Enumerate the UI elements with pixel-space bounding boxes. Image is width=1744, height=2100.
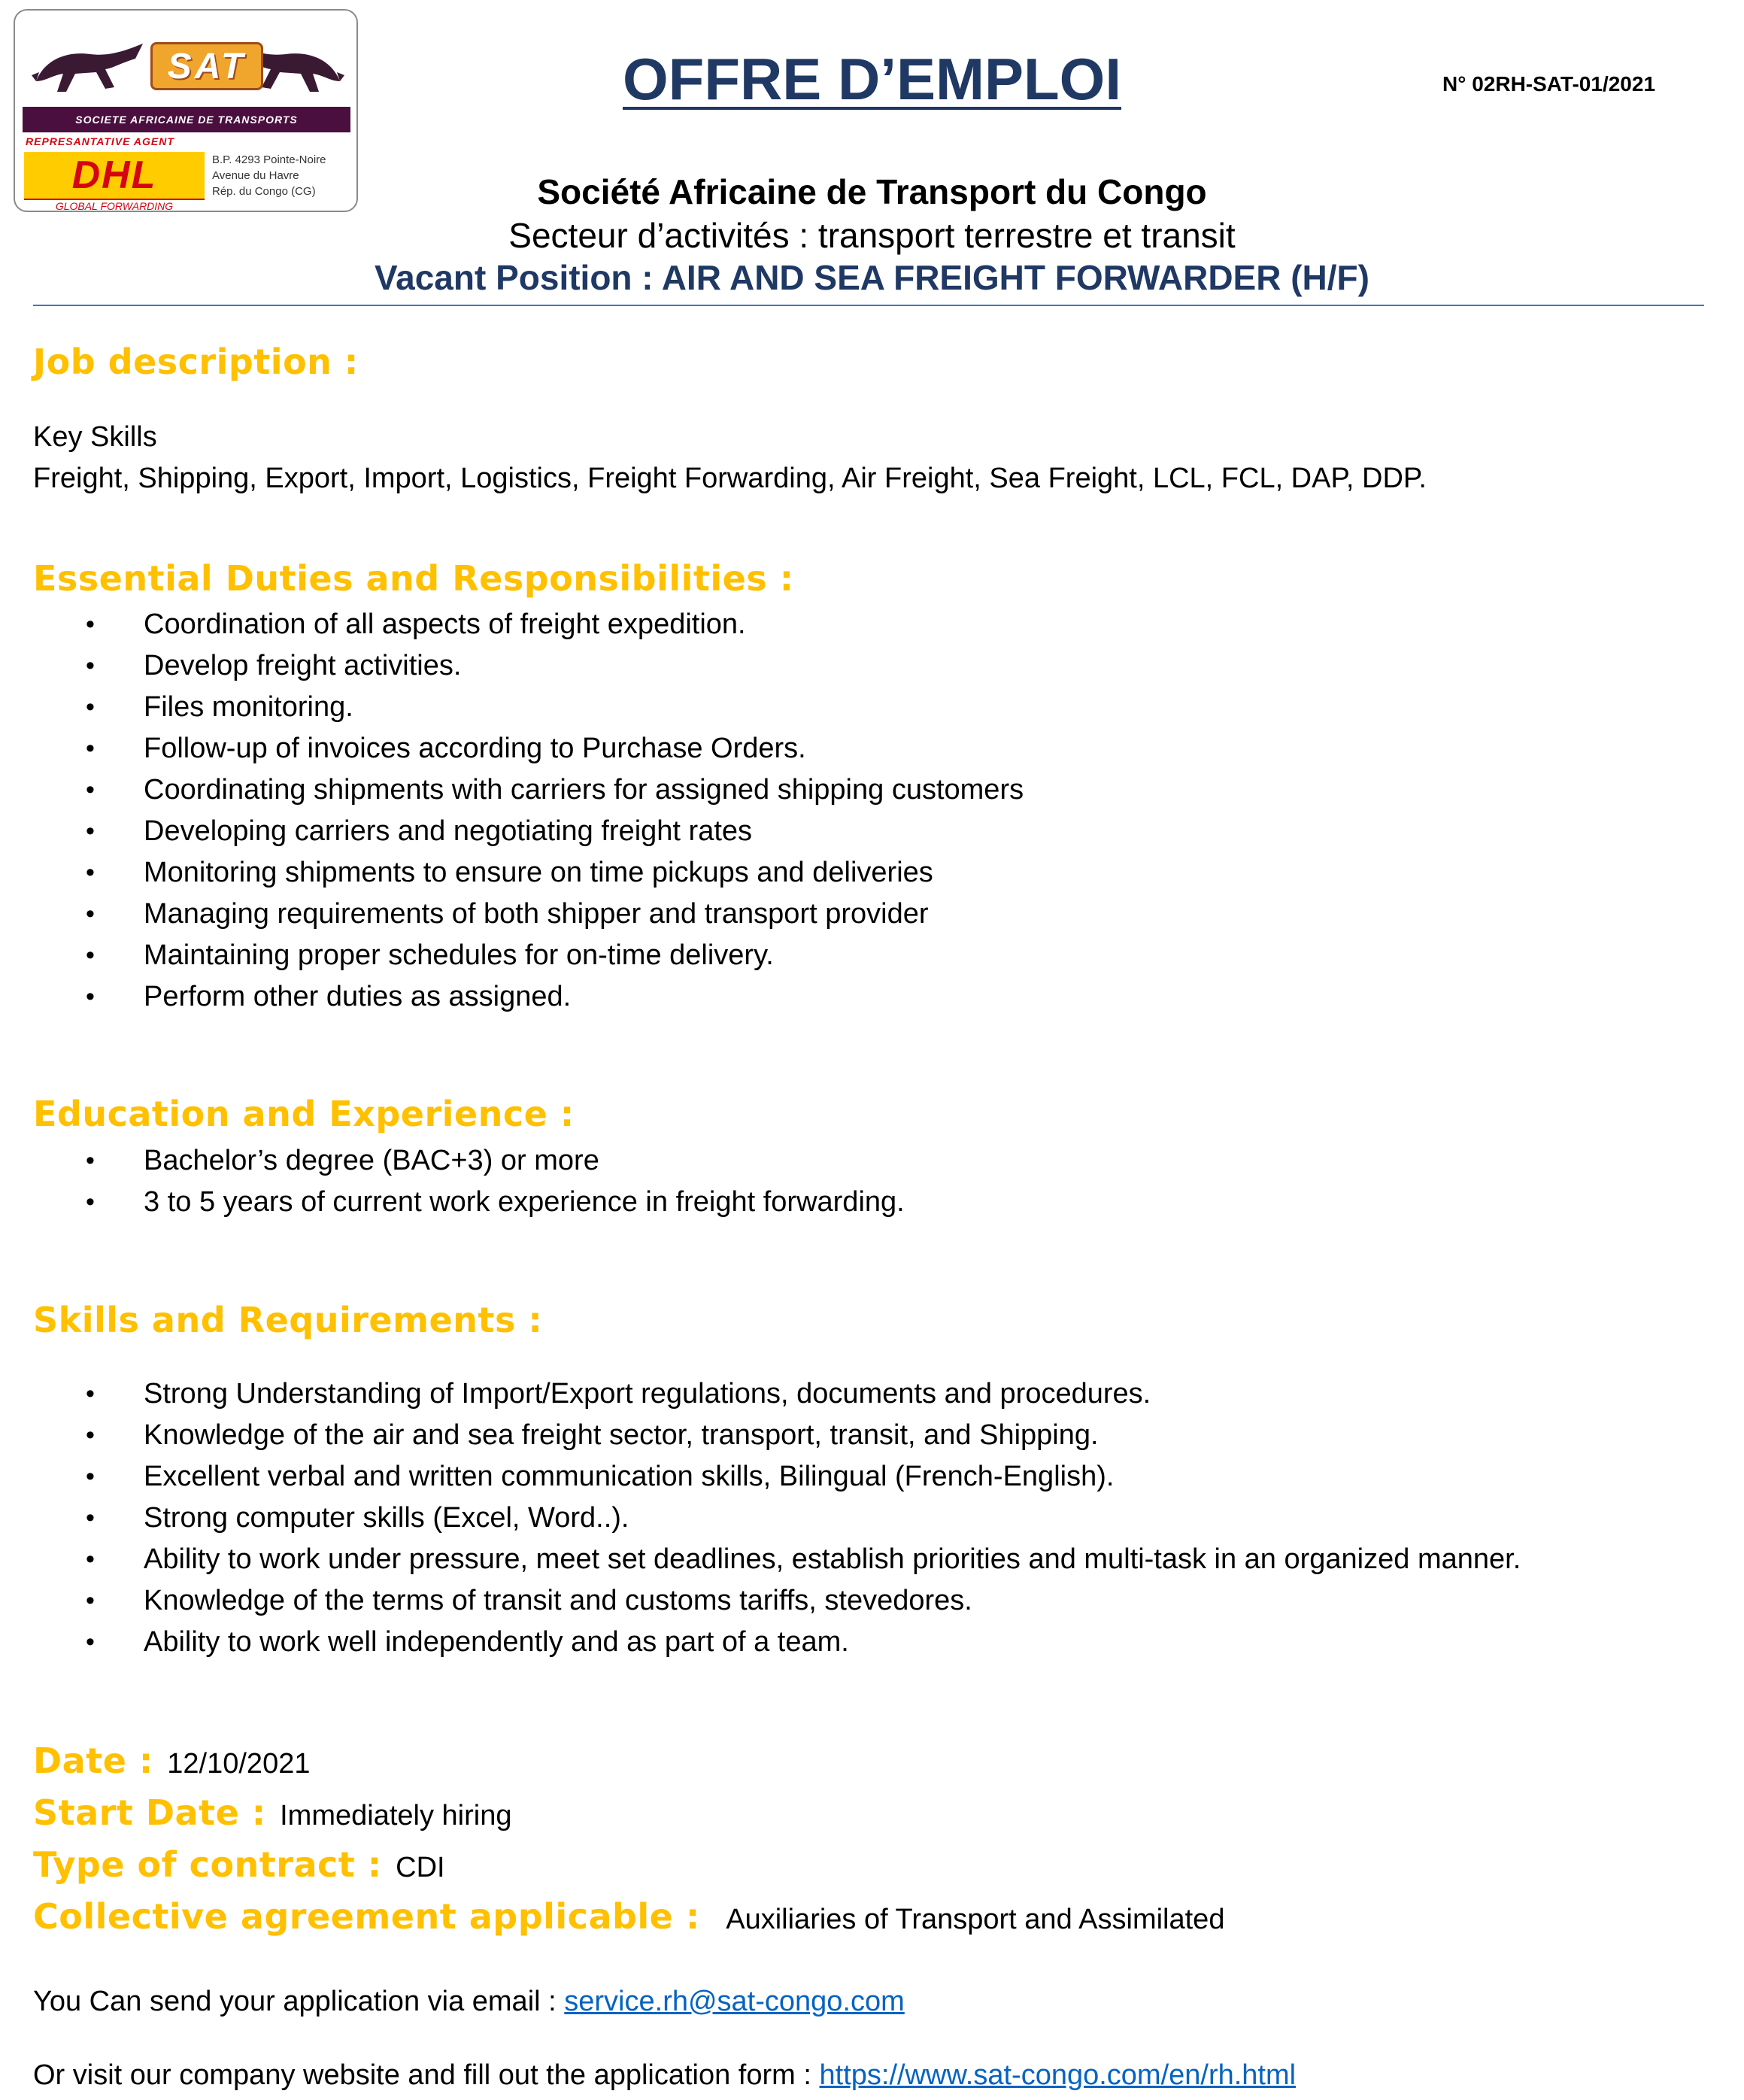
vacant-position: Vacant Position : AIR AND SEA FREIGHT FORWARDER (H/F) [375,258,1369,297]
list-item: • Files monitoring. [0,687,1024,728]
apply-web-line [33,2059,1296,2092]
representative-agent-label: REPRESANTATIVE AGENT [26,135,174,147]
apply-email-text: You Can send your application via email : [33,1986,557,2017]
website-link[interactable]: https://www.sat-congo.com/en/rh.html [819,2059,1297,2091]
duties-list [0,604,1024,1018]
list-item: • Knowledge of the air and sea freight sector, transport, transit, and Shipping. [0,1415,1521,1456]
list-item: • Strong Understanding of Import/Export regulations, documents and procedures. [0,1373,1521,1415]
list-item: • Follow-up of invoices according to Purchase Orders. [0,728,1024,769]
logo-band: SOCIETE AFRICAINE DE TRANSPORTS [23,107,350,132]
list-item: • Knowledge of the terms of transit and customs tariffs, stevedores. [0,1580,1521,1622]
list-item: • Perform other duties as assigned. [0,976,1024,1018]
key-skills-list: Freight, Shipping, Export, Import, Logistics, Freight Forwarding, Air Freight, Sea Freight, LCL, FCL, DAP, DDP. [33,463,1427,494]
email-link[interactable]: service.rh@sat-congo.com [564,1986,905,2017]
list-item: • 3 to 5 years of current work experience in freight forwarding. [0,1182,905,1223]
logo-address-line-2: Avenue du Havre [212,169,299,182]
apply-web-text: Or visit our company website and fill out the application form : [33,2059,811,2091]
list-item: • Ability to work under pressure, meet set deadlines, establish priorities and multi-task in an organized manner. [0,1539,1521,1580]
start-date-label: Start Date : [33,1792,266,1833]
education-list [0,1140,905,1223]
list-item: • Excellent verbal and written communication skills, Bilingual (French-English). [0,1456,1521,1498]
global-forwarding-label: GLOBAL FORWARDING [24,199,205,214]
collective-agreement-row [33,1896,1224,1937]
job-description-heading: Job description : [33,341,359,382]
date-label: Date : [33,1740,153,1781]
contract-type-row [33,1844,445,1885]
list-item: • Coordination of all aspects of freight expedition. [0,604,1024,645]
business-sector: Secteur d’activités : transport terrestre et transit [508,216,1236,255]
collective-agreement-label: Collective agreement applicable : [33,1896,700,1937]
skills-list [0,1373,1521,1663]
header-divider [33,305,1704,306]
page-title-text: OFFRE D’EMPLOI [623,46,1121,112]
apply-email-line [33,1986,905,2018]
list-item: • Strong computer skills (Excel, Word..). [0,1498,1521,1539]
date-value: 12/10/2021 [167,1748,311,1780]
start-date-row [33,1792,511,1833]
dhl-logo-text: DHL [71,153,157,197]
reference-number: N° 02RH-SAT-01/2021 [1442,72,1656,96]
company-name: Société Africaine de Transport du Congo [537,172,1207,211]
date-row [33,1740,310,1781]
education-heading: Education and Experience : [33,1094,575,1134]
list-item: • Develop freight activities. [0,645,1024,687]
duties-heading: Essential Duties and Responsibilities : [33,558,794,599]
list-item: • Maintaining proper schedules for on-time delivery. [0,935,1024,976]
list-item: • Monitoring shipments to ensure on time pickups and deliveries [0,852,1024,894]
start-date-value: Immediately hiring [280,1800,512,1831]
skills-heading: Skills and Requirements : [33,1300,543,1340]
contract-type-label: Type of contract : [33,1844,382,1885]
contract-type-value: CDI [396,1852,445,1883]
list-item: • Ability to work well independently and as part of a team. [0,1622,1521,1663]
list-item: • Bachelor’s degree (BAC+3) or more [0,1140,905,1182]
sat-badge: SAT [150,42,263,90]
key-skills-label: Key Skills [33,421,157,453]
collective-agreement-value: Auxiliaries of Transport and Assimilated [726,1904,1225,1935]
list-item: • Coordinating shipments with carriers for assigned shipping customers [0,769,1024,811]
logo-address-line-1: B.P. 4293 Pointe-Noire [212,153,326,166]
list-item: • Developing carriers and negotiating freight rates [0,811,1024,852]
list-item: • Managing requirements of both shipper and transport provider [0,894,1024,935]
logo-address-line-3: Rép. du Congo (CG) [212,185,316,198]
